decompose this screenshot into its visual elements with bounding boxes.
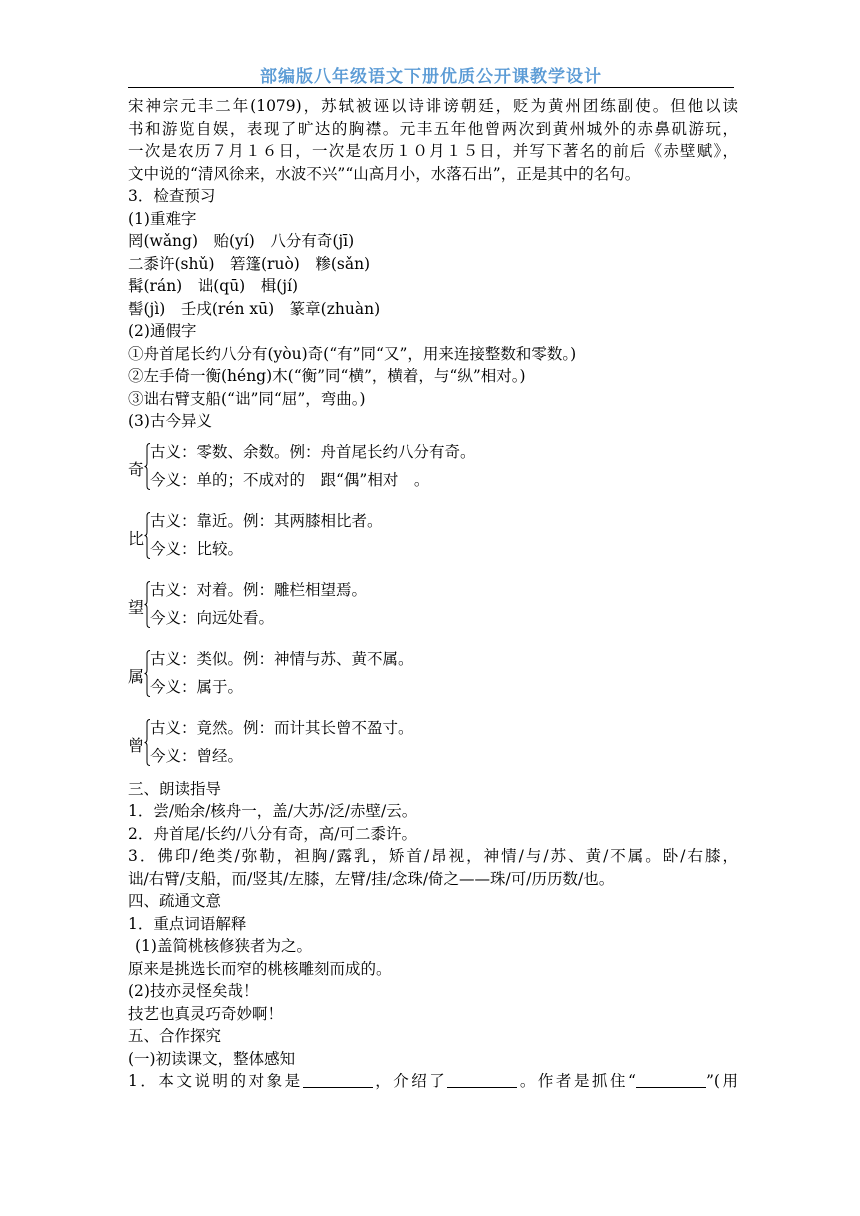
intro-line: 文中说的“清风徐来，水波不兴”“山高月小，水落石出”，正是其中的名句。 <box>128 164 641 183</box>
gujin-word: 比 <box>128 528 145 548</box>
question-line <box>128 1070 738 1093</box>
char-pinyin-line: 二黍许(shǔ) 箬篷(ruò) 糁(sǎn) <box>128 254 371 273</box>
gujin-modern-meaning: 今义：属于。 <box>150 677 244 696</box>
page-header-title: 部编版八年级语文下册优质公开课教学设计 <box>260 67 602 87</box>
answer-blank <box>636 1073 706 1088</box>
tongjia-item: ②左手倚一衡(héng)木(“衡”同“横”，横着，与“纵”相对。) <box>128 367 526 385</box>
subheading-first-reading: (一)初读课文，整体感知 <box>128 1049 296 1068</box>
section-heading-meaning: 四、疏通文意 <box>128 892 222 910</box>
gujin-word: 望 <box>128 597 145 617</box>
answer-blank <box>447 1073 517 1088</box>
gujin-modern-meaning: 今义：单的；不成对的 跟“偶”相对 。 <box>150 470 430 489</box>
subheading-gujin-yiyi: (3)古今异义 <box>128 412 212 430</box>
question-text: ，介绍了 <box>372 1072 448 1090</box>
gujin-entry <box>128 440 738 502</box>
gujin-ancient-meaning: 古义：零数、余数。例：舟首尾长约八分有奇。 <box>150 442 476 461</box>
document-body <box>128 95 738 1093</box>
gujin-ancient-meaning: 古义：竟然。例：而计其长曾不盈寸。 <box>150 718 414 737</box>
question-text: 。作者是抓住“ <box>517 1072 636 1090</box>
gujin-ancient-meaning: 古义：靠近。例：其两膝相比者。 <box>150 511 383 530</box>
intro-line: 宋神宗元丰二年(1079)，苏轼被诬以诗诽谤朝廷，贬为黄州团练副使。但他以读 <box>128 97 738 115</box>
section-heading-explore: 五、合作探究 <box>128 1027 222 1045</box>
char-pinyin-line: 罔(wǎng) 贻(yí) 八分有奇(jī) <box>128 232 355 250</box>
gujin-entry <box>128 578 738 640</box>
gujin-word: 奇 <box>128 459 145 479</box>
gujin-modern-meaning: 今义：比较。 <box>150 539 244 558</box>
meaning-line: 技艺也真灵巧奇妙啊！ <box>128 1004 284 1023</box>
reading-line: 1．尝/贻余/核舟一，盖/大苏/泛/赤壁/云。 <box>128 802 418 820</box>
question-text: ”(用 <box>705 1072 738 1090</box>
question-text: 1．本文说明的对象是 <box>128 1072 303 1090</box>
section-heading-preview: 3．检查预习 <box>128 187 216 205</box>
gujin-entry <box>128 509 738 571</box>
reading-line: 2．舟首尾/长约/八分有奇，高/可二黍许。 <box>128 824 418 843</box>
gujin-entry <box>128 647 738 709</box>
tongjia-item: ①舟首尾长约八分有(yòu)奇(“有”同“又”，用来连接整数和零数。) <box>128 344 577 363</box>
gujin-ancient-meaning: 古义：对着。例：雕栏相望焉。 <box>150 580 368 599</box>
gujin-modern-meaning: 今义：向远处看。 <box>150 608 275 627</box>
section-heading-reading: 三、朗读指导 <box>128 779 222 798</box>
subheading-key-words: 1．重点词语解释 <box>128 914 247 933</box>
tongjia-item: ③诎右臂支船(“诎”同“屈”，弯曲。) <box>128 389 366 408</box>
subheading-tongjia: (2)通假字 <box>128 322 197 340</box>
subheading-difficult-chars: (1)重难字 <box>128 209 197 228</box>
gujin-modern-meaning: 今义：曾经。 <box>150 746 244 765</box>
intro-line: 书和游览自娱，表现了旷达的胸襟。元丰五年他曾两次到黄州城外的赤鼻矶游玩， <box>128 119 738 138</box>
char-pinyin-line: 髯(rán) 诎(qū) 楫(jí) <box>128 277 299 295</box>
answer-blank <box>303 1073 373 1088</box>
meaning-line: (1)盖简桃核修狭者为之。 <box>135 937 312 955</box>
reading-line: 3．佛印/绝类/弥勒，袒胸/露乳，矫首/昂视，神情/与/苏、黄/不属。卧/右膝， <box>128 847 738 865</box>
gujin-word: 属 <box>128 666 145 686</box>
intro-line: 一次是农历７月１６日，一次是农历１０月１５日，并写下著名的前后《赤壁赋》， <box>128 142 738 160</box>
meaning-line: 原来是挑选长而窄的桃核雕刻而成的。 <box>128 959 392 978</box>
char-pinyin-line: 髻(jì) 壬戌(rén xū) 篆章(zhuàn) <box>128 299 381 318</box>
gujin-ancient-meaning: 古义：类似。例：神情与苏、黄不属。 <box>150 649 414 668</box>
header-divider <box>128 87 734 88</box>
gujin-word: 曾 <box>128 735 145 755</box>
meaning-line: (2)技亦灵怪矣哉！ <box>128 982 259 1000</box>
gujin-entry <box>128 716 738 778</box>
reading-line: 诎/右臂/支船，而/竖其/左膝，左臂/挂/念珠/倚之——珠/可/历历数/也。 <box>128 869 615 888</box>
